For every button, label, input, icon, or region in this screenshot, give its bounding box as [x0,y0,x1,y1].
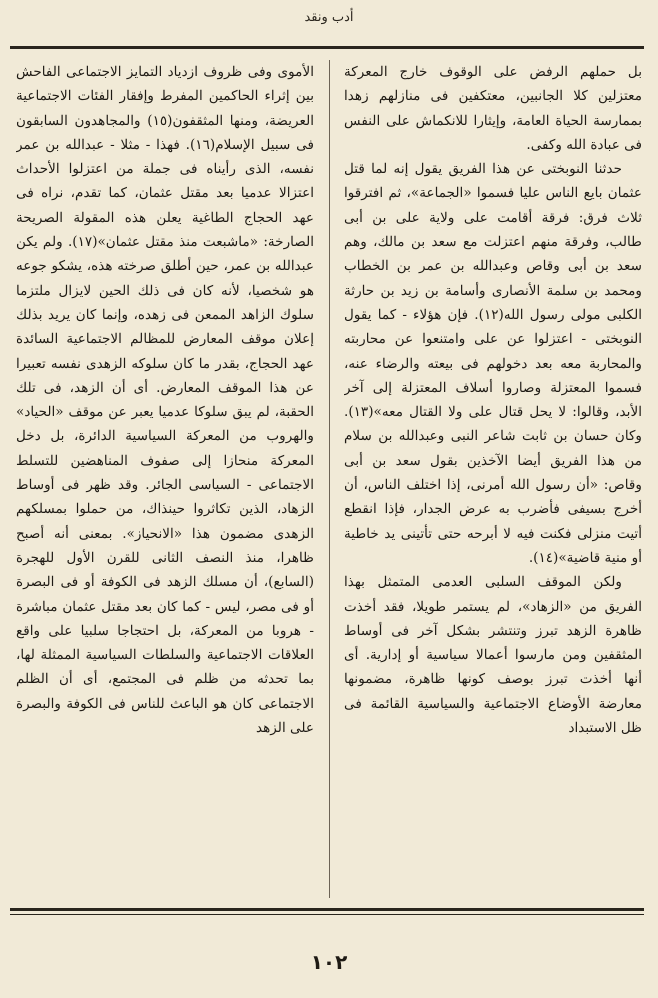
running-header-title: أدب ونقد [304,10,354,25]
text-column-right [344,60,642,898]
page-number: ١٠٢ [310,950,348,974]
text-column-left [16,60,314,898]
paragraph: حدثنا النوبختى عن هذا الفريق يقول إنه لما قتل عثمان بايع الناس عليا فسموا «الجماعة»، ثم افترقوا ثلاث فرق: فرقة أقامت على ولاية على بن أبى طالب، وفرقة منهم اعتزلت مع سعد بن مالك، وهم سعد بن أبى وقاص وعبدالله بن عمر بن الخطاب ومحمد بن سلمة الأنصارى وأسامة بن زيد بن حارثة الكلبى مولى رسول الله(١٢). فإن هؤلاء - كما يقول النوبختى - اعتزلوا عن على وامتنعوا عن محاربته والمحاربة معه بعد دخولهم فى بيعته والرضاء عنه، فسموا المعتزلة وصاروا أسلاف المعتزلة إلى آخر الأبد، وقالوا: لا يحل قتال على ولا القتال معه»(١٣). وكان حسان بن ثابت شاعر النبى وعبدالله بن سلام من هذا الفريق أيضا الآخذين بقول سعد بن أبى وقاص: «أن رسول الله أمرنى، إذا اختلف الناس، أن أخرج بسيفى فأضرب به عرض الجدار، فإذا انقطع أتيت منزلى فكنت فيه لا أبرحه حتى تأتينى يد خاطية أو منية قاضية»(١٤). [344,161,642,566]
paragraph: الأموى وفى ظروف ازدياد التمايز الاجتماعى الفاحش بين إثراء الحاكمين المفرط وإفقار الفئات الاجتماعية العريضة، ومنها المثقفون(١٥) والمجاهدون السابقون فى سبيل الإسلام(١٦). فهذا - مثلا - عبدالله بن عمر نفسه، الذى رأيناه فى جملة من اعتزلوا الأحداث اعتزالا عدميا بعد مقتل عثمان، كما تقدم، نراه فى عهد الحجاج الطاغية يعلن هذه المقولة الصريحة الصارخة: «ماشبعت منذ مقتل عثمان»(١٧). ولم يكن عبدالله بن عمر، حين أطلق صرخته هذه، يشكو جوعه هو شخصيا، لأنه كان فى ذلك الحين لايزال ملتزما سلوك الزاهد الممعن فى زهده، وإنما كان يريد بذلك إعلان موقف المعارض للمظالم الاجتماعية السائدة عهد الحجاج، بقدر ما كان سلوكه الزهدى نفسه تعبيرا عن هذا الموقف المعارض. أى أن الزهد، فى تلك الحقبة، لم يبق سلوكا عدميا يعبر عن موقف «الحياد» والهروب من المعركة السياسية الدائرة، بل دخل المعركة منحازا إلى صفوف المناهضين للتسلط الاجتماعى - السياسى الجائر. وقد ظهر فى أوساط الزهاد، الذين تكاثروا حينذاك، من حملوا بمسلكهم الزهدى مضمون هذا «الانحياز». بمعنى أنه أصبح ظاهرا، منذ النصف الثانى للقرن الأول للهجرة (السابع)، أن مسلك الزهد فى الكوفة أو فى البصرة أو فى مصر، ليس - كما كان بعد مقتل عثمان مباشرة - هروبا من المعركة، بل احتجاجا سلبيا على واقع العلاقات الاجتماعية والسلطات السياسية الممثلة لها، بما تحدثه من ظلم فى المجتمع، أى أن الظلم الاجتماعى كان هو الباعث للناس فى الكوفة والبصرة على الزهد [16,64,314,737]
footer-rule-thin [10,914,644,915]
paragraph: بل حملهم الرفض على الوقوف خارج المعركة معتزلين كلا الجانبين، معتكفين فى منازلهم زهدا بممارسة الحياة العامة، وإيثارا للانكماش على النفس فى عبادة الله وكفى. [344,64,642,153]
column-divider [329,60,330,898]
paragraph: ولكن الموقف السلبى العدمى المتمثل بهذا الفريق من «الزهاد»، لم يستمر طويلا، فقد أخذت ظاهرة الزهد تبرز وتنتشر بشكل آخر فى أوساط المثقفين ومن مارسوا أعمالا سياسية أو إدارية. أى أنها أخذت تبرز بوصف كونها ظاهرة، مضمونها معارضة الأوضاع الاجتماعية والسياسية القائمة فى ظل الاستبداد [344,574,642,737]
footer-rule [10,908,644,911]
header-rule [10,46,644,49]
